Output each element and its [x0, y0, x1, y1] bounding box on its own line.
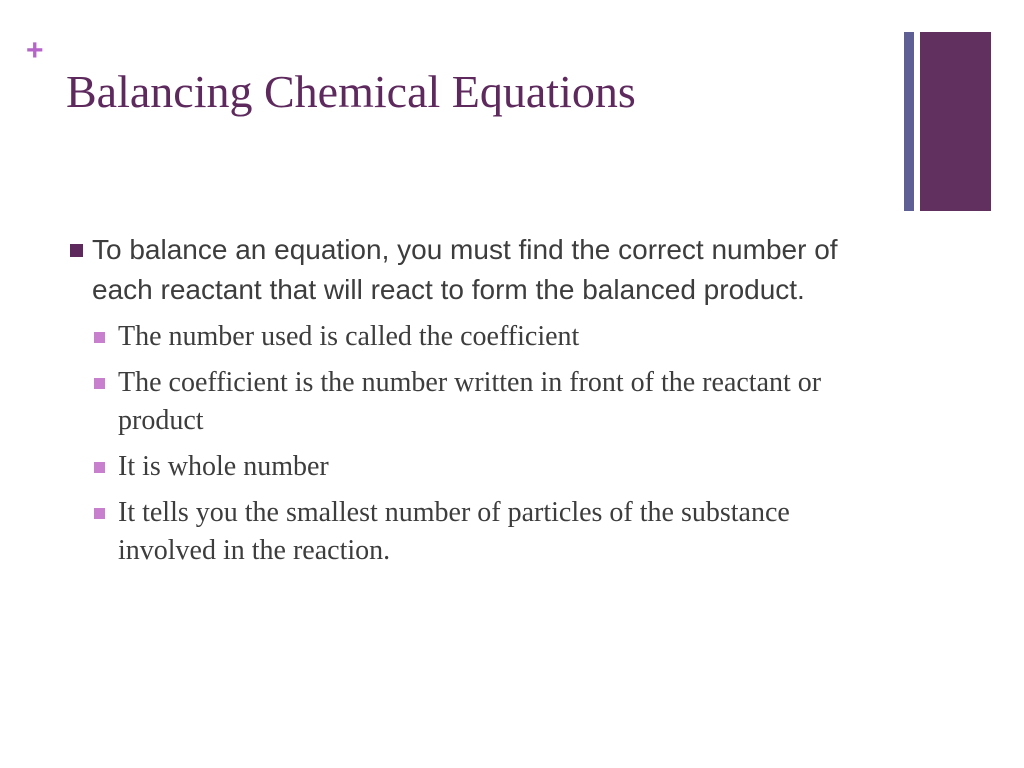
slide-title: Balancing Chemical Equations — [66, 66, 636, 117]
sub-bullet-text: The number used is called the coefficient — [118, 321, 580, 352]
corner-accent-bar-thin — [904, 32, 914, 211]
sub-bullet-item — [92, 318, 886, 356]
plus-decoration-icon: + — [26, 34, 44, 67]
square-bullet-icon — [94, 332, 105, 343]
sub-bullet-text: The coefficient is the number written in front of the reactant or product — [118, 367, 822, 436]
square-bullet-icon — [70, 244, 83, 257]
sub-bullet-item — [92, 448, 886, 486]
square-bullet-icon — [94, 462, 105, 473]
sub-bullet-item — [92, 494, 886, 570]
bullet-item — [66, 230, 886, 310]
corner-accent-bar-thick — [920, 32, 991, 211]
sub-bullet-text: It is whole number — [118, 451, 329, 482]
bullet-text: To balance an equation, you must find the correct number of each reactant that will react to form the balanced product. — [92, 234, 838, 305]
slide-body — [66, 230, 886, 578]
square-bullet-icon — [94, 378, 105, 389]
square-bullet-icon — [94, 508, 105, 519]
sub-bullet-list — [66, 318, 886, 570]
sub-bullet-text: It tells you the smallest number of particles of the substance involved in the reaction. — [118, 497, 790, 566]
sub-bullet-item — [92, 364, 886, 440]
